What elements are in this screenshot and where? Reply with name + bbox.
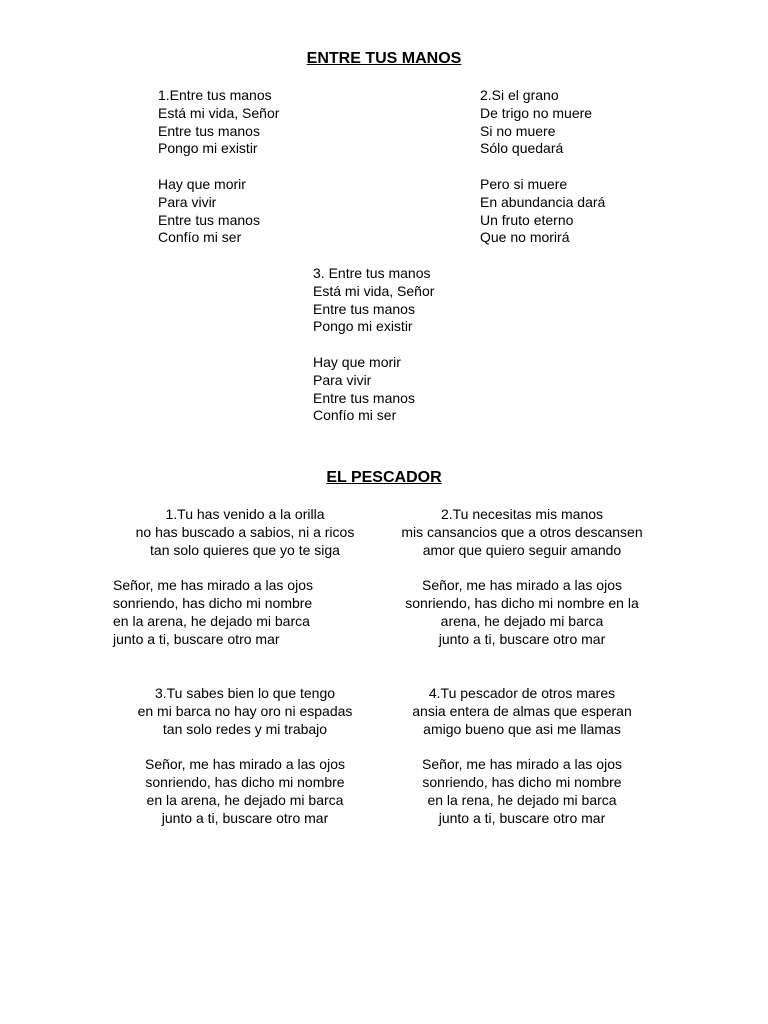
lyric-line: Señor, me has mirado a las ojos xyxy=(422,756,622,773)
stanza xyxy=(480,176,605,247)
lyric-line: no has buscado a sabios, ni a ricos xyxy=(135,523,355,540)
lyric-line: Pongo mi existir xyxy=(158,140,258,157)
stanza-gap xyxy=(380,738,664,756)
stanza xyxy=(105,506,385,559)
lyric-line: en la rena, he dejado mi barca xyxy=(427,791,617,808)
stanza xyxy=(105,685,385,738)
lyric-line: en la arena, he dejado mi barca xyxy=(113,612,310,629)
lyric-line: Entre tus manos xyxy=(313,300,415,317)
lyric-line: junto a ti, buscare otro mar xyxy=(438,809,606,826)
stanza xyxy=(158,87,279,158)
lyric-line: Que no morirá xyxy=(480,229,570,246)
lyric-line: Sólo quedará xyxy=(480,140,564,157)
lyric-line: De trigo no muere xyxy=(480,104,593,121)
lyric-line: 2.Tu necesitas mis manos xyxy=(440,506,604,522)
lyric-line: ansia entera de almas que esperan xyxy=(412,702,632,719)
verse-1 xyxy=(158,87,279,247)
stanza xyxy=(380,506,664,559)
stanza-gap xyxy=(158,158,279,176)
lyric-line: sonriendo, has dicho mi nombre xyxy=(113,594,313,611)
lyric-line: Un fruto eterno xyxy=(480,211,574,228)
stanza-gap xyxy=(480,158,605,176)
lyric-line: Está mi vida, Señor xyxy=(158,104,280,121)
lyric-line: arena, he dejado mi barca xyxy=(440,612,604,629)
stanza xyxy=(105,756,385,827)
stanza-gap xyxy=(105,738,385,756)
lyric-line: 3. Entre tus manos xyxy=(313,265,431,281)
lyric-line: Para vivir xyxy=(313,371,372,388)
lyric-line: Señor, me has mirado a las ojos xyxy=(422,577,622,594)
lyric-line: 2.Si el grano xyxy=(480,87,559,103)
lyric-line: Hay que morir xyxy=(313,353,401,370)
stanza xyxy=(380,756,664,827)
lyric-line: Entre tus manos xyxy=(313,389,415,406)
lyric-line: Confío mi ser xyxy=(313,407,397,424)
verse-4 xyxy=(380,685,664,827)
lyric-line: En abundancia dará xyxy=(480,193,606,210)
verse-3 xyxy=(313,265,434,425)
lyric-line: sonriendo, has dicho mi nombre xyxy=(422,773,622,790)
verse-3 xyxy=(105,685,385,827)
verse-2 xyxy=(480,87,605,247)
lyric-line: junto a ti, buscare otro mar xyxy=(161,809,329,826)
song-title-el-pescador: EL PESCADOR xyxy=(326,469,442,486)
lyric-line: Hay que morir xyxy=(158,175,246,192)
verse-1 xyxy=(105,506,385,648)
lyric-line: en mi barca no hay oro ni espadas xyxy=(137,702,353,719)
verse-2 xyxy=(380,506,664,648)
song-title-entre-tus-manos: ENTRE TUS MANOS xyxy=(306,50,462,67)
lyric-line: amigo bueno que asi me llamas xyxy=(423,720,621,737)
lyric-line: Está mi vida, Señor xyxy=(313,282,435,299)
stanza-gap xyxy=(380,559,664,577)
lyric-line: sonriendo, has dicho mi nombre xyxy=(145,773,345,790)
lyric-line: mis cansancios que a otros descansen xyxy=(401,523,643,540)
stanza xyxy=(380,577,664,648)
lyric-line: tan solo quieres que yo te siga xyxy=(150,541,340,558)
lyric-line: 1.Entre tus manos xyxy=(158,87,272,103)
lyric-line: Señor, me has mirado a las ojos xyxy=(145,756,345,773)
lyric-line: Si no muere xyxy=(480,122,556,139)
stanza-gap xyxy=(105,559,385,577)
stanza xyxy=(158,176,279,247)
lyric-line: sonriendo, has dicho mi nombre en la xyxy=(405,594,639,611)
stanza-gap xyxy=(313,336,434,354)
lyric-line: Pero si muere xyxy=(480,175,568,192)
stanza xyxy=(313,354,434,425)
lyric-line: Para vivir xyxy=(158,193,217,210)
lyric-line: Señor, me has mirado a las ojos xyxy=(113,577,313,594)
lyric-line: amor que quiero seguir amando xyxy=(422,541,622,558)
lyric-line: Confío mi ser xyxy=(158,229,242,246)
stanza xyxy=(480,87,605,158)
stanza xyxy=(105,577,385,648)
stanza xyxy=(313,265,434,336)
lyric-line: tan solo redes y mi trabajo xyxy=(162,720,328,737)
lyric-line: Pongo mi existir xyxy=(313,318,413,335)
lyric-line: junto a ti, buscare otro mar xyxy=(113,630,280,647)
lyric-line: 4.Tu pescador de otros mares xyxy=(428,685,616,701)
lyric-line: junto a ti, buscare otro mar xyxy=(438,630,606,647)
lyric-line: 1.Tu has venido a la orilla xyxy=(165,506,325,522)
lyric-line: Entre tus manos xyxy=(158,122,260,139)
stanza xyxy=(380,685,664,738)
lyric-line: 3.Tu sabes bien lo que tengo xyxy=(154,685,336,701)
lyric-line: en la arena, he dejado mi barca xyxy=(146,791,344,808)
lyric-line: Entre tus manos xyxy=(158,211,260,228)
